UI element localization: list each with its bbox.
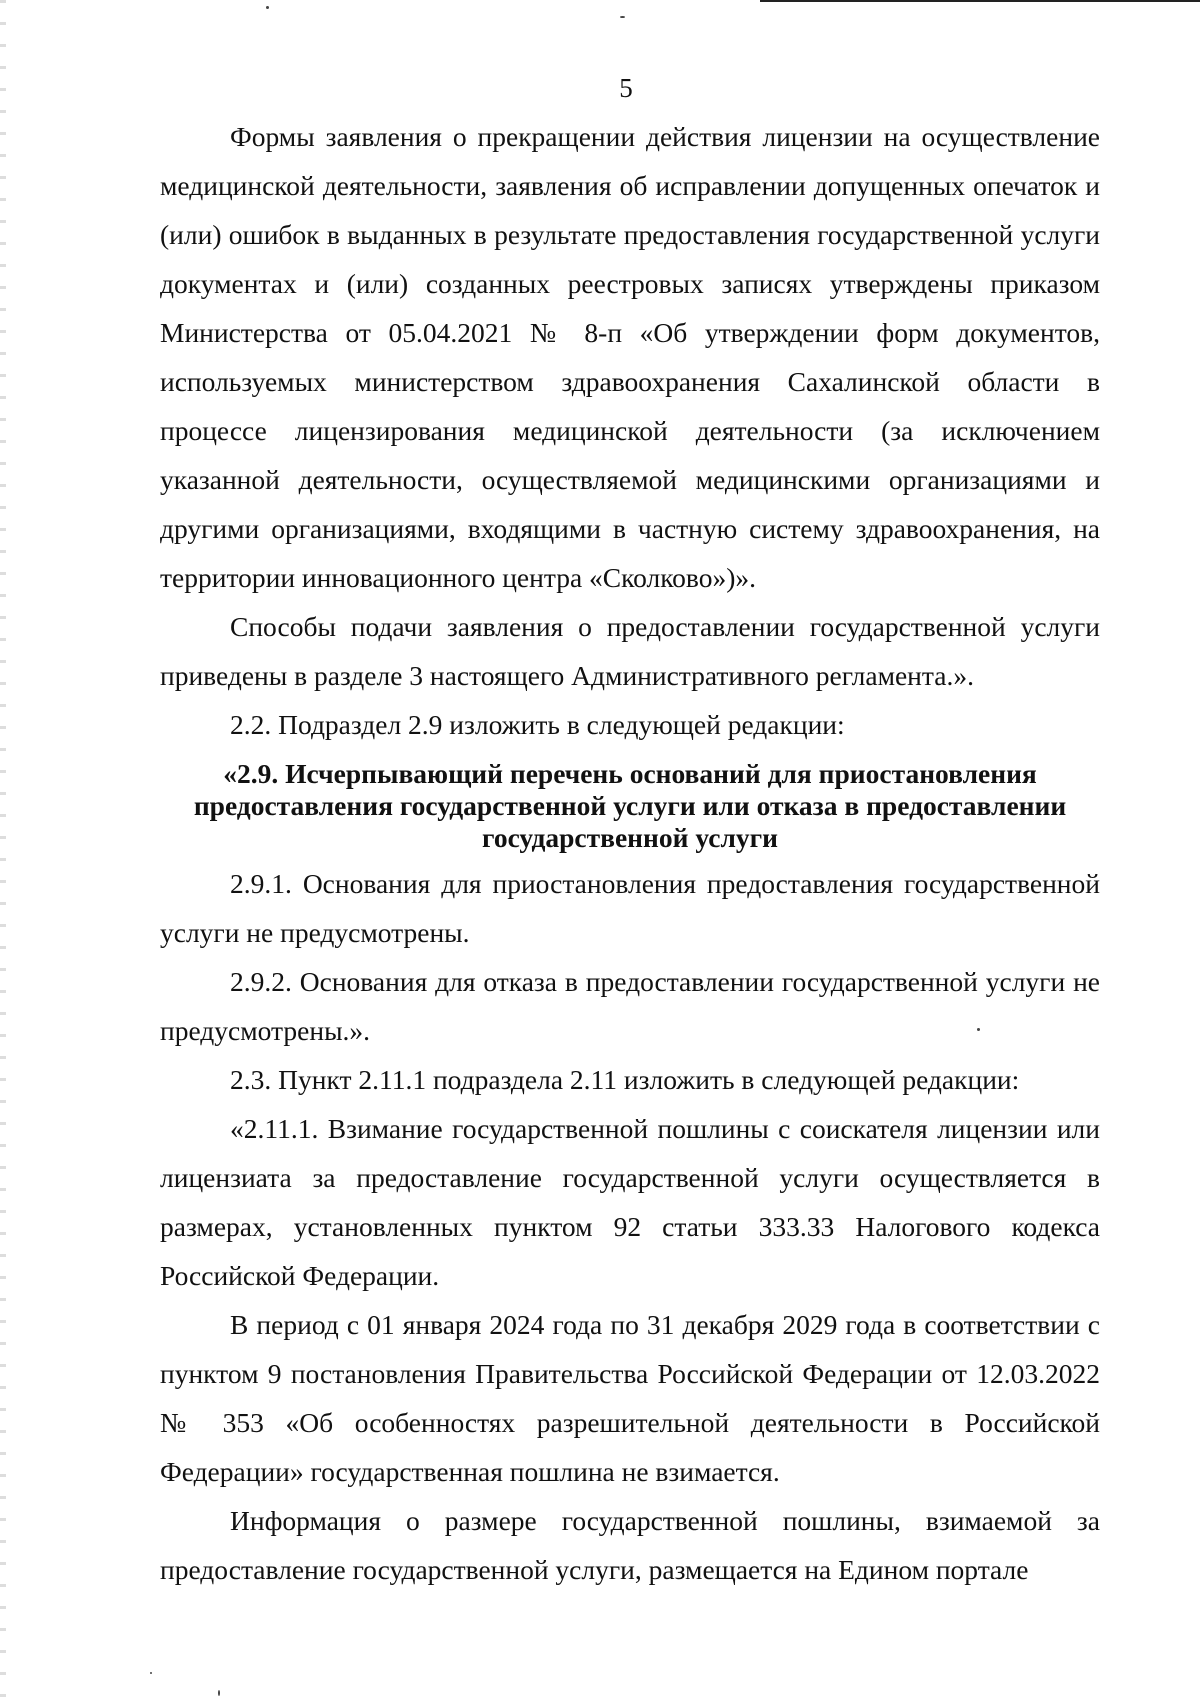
paragraph-2-9-2: 2.9.2. Основания для отказа в предоставлении государственной услуги не предусмотрены.».: [160, 966, 1100, 1046]
paragraph-2-9-1: 2.9.1. Основания для приостановления предоставления государственной услуги не предусмотрены.: [160, 868, 1100, 948]
paragraph-item-2-3: 2.3. Пункт 2.11.1 подраздела 2.11 изложить в следующей редакции:: [230, 1064, 1020, 1095]
paragraph-fee-exemption: В период с 01 января 2024 года по 31 декабря 2029 года в соответствии с пунктом 9 постановления Правительства Российской Федерации от 12.03.2022 № 353 «Об особенностях разрешительной деятельности в Российской Федерации» государственная пошлина не взимается.: [160, 1309, 1100, 1487]
heading-line: предоставления государственной услуги или отказа в предоставлении: [193, 790, 1067, 821]
scan-speck: [218, 1690, 220, 1696]
paragraph-submission-methods: Способы подачи заявления о предоставлении государственной услуги приведены в разделе 3 настоящего Административного регламента.».: [160, 611, 1100, 691]
scan-speck: [266, 6, 269, 9]
paragraph-license-forms: Формы заявления о прекращении действия лицензии на осуществление медицинской деятельности, заявления об исправлении допущенных опечаток и (или) ошибок в выданных в результате предоставления государственной услуги документах и (или) созданных реестровых записях утверждены приказом Министерства от 05.04.2021 № 8-п «Об утверждении форм документов, используемых министерством здравоохранения Сахалинской области в процессе лицензирования медицинской деятельности (за исключением указанной деятельности, осуществляемой медицинскими организациями и другими организациями, входящими в частную систему здравоохранения, на территории инновационного центра «Сколково»)».: [160, 121, 1100, 593]
paragraph-item-2-2: 2.2. Подраздел 2.9 изложить в следующей редакции:: [230, 709, 845, 740]
scan-edge-marks: [0, 0, 6, 1708]
scan-top-rule: [760, 0, 1200, 2]
heading-line: государственной услуги: [482, 822, 778, 853]
page-number: 5: [619, 73, 633, 103]
scan-speck: [150, 1672, 152, 1674]
scan-speck: [620, 16, 625, 18]
document-body: [160, 112, 1100, 1594]
heading-line: «2.9. Исчерпывающий перечень оснований для приостановления: [223, 758, 1037, 789]
section-heading-2-9: [160, 758, 1100, 854]
paragraph-fee-information: Информация о размере государственной пошлины, взимаемой за предоставление государственной услуги, размещается на Едином портале: [160, 1505, 1100, 1585]
paragraph-2-11-1: «2.11.1. Взимание государственной пошлины с соискателя лицензии или лицензиата за предоставление государственной услуги осуществляется в размерах, установленных пунктом 92 статьи 333.33 Налогового кодекса Российской Федерации.: [160, 1113, 1100, 1291]
